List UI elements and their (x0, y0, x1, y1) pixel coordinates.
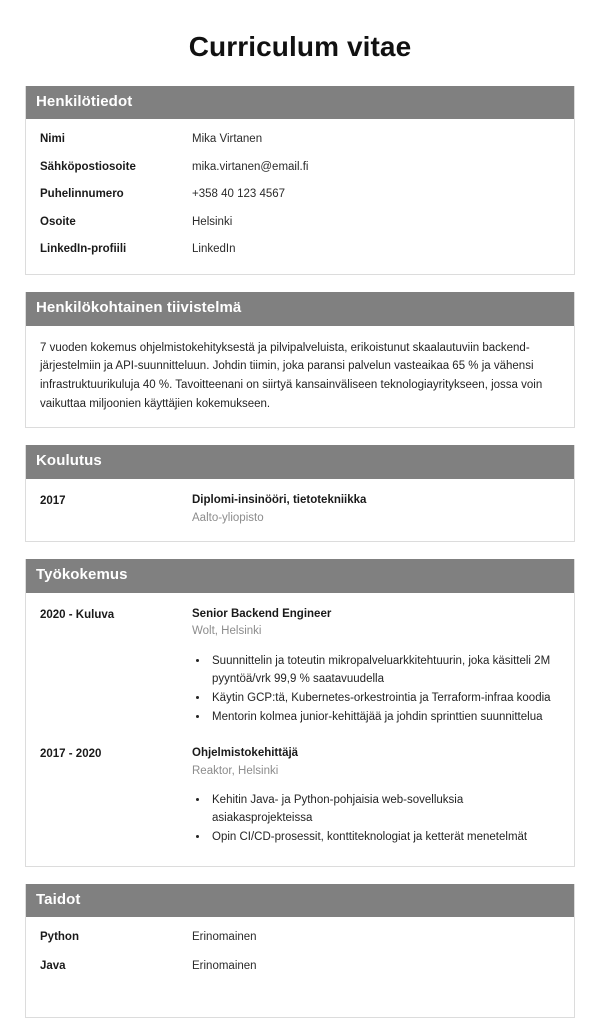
skill-name: Python (40, 931, 79, 944)
section-skills (25, 884, 575, 1018)
experience-bullet-list (192, 652, 560, 727)
personal-info-value-phone: +358 40 123 4567 (192, 188, 286, 201)
experience-job-title: Senior Backend Engineer (192, 607, 332, 620)
experience-bullet-list (192, 791, 560, 846)
section-education (25, 445, 575, 542)
experience-employer: Wolt, Helsinki (192, 625, 262, 638)
personal-info-label: Sähköpostiosoite (40, 160, 136, 173)
personal-info-label: Puhelinnumero (40, 188, 124, 201)
personal-info-value: Mika Virtanen (192, 133, 263, 146)
experience-details (192, 745, 560, 847)
skill-level: Erinomainen (192, 959, 257, 972)
experience-period: 2017 - 2020 (40, 748, 102, 761)
section-header-education: Koulutus (26, 445, 574, 479)
skill-name: Java (40, 959, 66, 972)
experience-entry (40, 606, 560, 728)
personal-info-row (40, 160, 560, 176)
education-degree: Diplomi-insinööri, tietotekniikka (192, 493, 367, 506)
section-header-summary: Henkilökohtainen tiivistelmä (26, 292, 574, 326)
personal-info-row (40, 187, 560, 203)
education-period: 2017 (40, 494, 66, 507)
experience-employer: Reaktor, Helsinki (192, 764, 279, 777)
personal-info-label: Osoite (40, 215, 76, 228)
section-summary (25, 292, 575, 428)
experience-job-title: Ohjelmistokehittäjä (192, 747, 299, 760)
education-details (192, 492, 560, 527)
personal-info-value-linkedin: LinkedIn (192, 243, 236, 256)
personal-info-value-address: Helsinki (192, 215, 233, 228)
section-body-experience (26, 593, 574, 866)
personal-info-label: LinkedIn-profiili (40, 243, 127, 256)
experience-details (192, 606, 560, 728)
experience-bullet: • Opin CI/CD-prosessit, konttiteknologiat ja ketterät menetelmät (209, 828, 560, 846)
education-entry (40, 492, 560, 527)
personal-info-row (40, 215, 560, 231)
section-experience (25, 559, 575, 867)
experience-entry (40, 745, 560, 847)
personal-info-row (40, 132, 560, 148)
section-body-education (26, 479, 574, 541)
section-header-skills: Taidot (26, 884, 574, 918)
section-body-summary (26, 326, 574, 428)
section-header-experience: Työkokemus (26, 559, 574, 593)
skill-level: Erinomainen (192, 931, 257, 944)
page-title: Curriculum vitae (188, 31, 412, 62)
personal-info-value-email: mika.virtanen@email.fi (192, 160, 309, 173)
summary-paragraph: 7 vuoden kokemus ohjelmistokehityksestä ja pilvipalveluista, erikoistunut skaalautuviin backend-järjestelmiin ja API-suunnitteluun. Johdin tiimin, joka paransi palvelun vasteaikaa 65 % ja vähensi infrastruktuurikuluja 40 %. Tavoitteenani on siirtyä kansainväliseen teknologiayritykseen, jossa voin vaikuttaa miljoonien käyttäjien kokemukseen. (40, 341, 543, 410)
experience-bullet: • Mentorin kolmea junior-kehittäjää ja johdin sprinttien suunnittelua (209, 708, 560, 726)
experience-bullet: • Suunnittelin ja toteutin mikropalveluarkkitehtuurin, joka käsitteli 2M pyyntöä/vrk 99,9 % saatavuudella (209, 652, 560, 688)
skills-bottom-spacer (40, 987, 560, 1003)
skill-row (40, 959, 560, 975)
education-institution: Aalto-yliopisto (192, 511, 264, 524)
section-header-personal-info: Henkilötiedot (26, 86, 574, 120)
section-personal-info (25, 86, 575, 275)
personal-info-row (40, 242, 560, 258)
experience-bullet: • Käytin GCP:tä, Kubernetes-orkestrointia ja Terraform-infraa koodia (209, 689, 560, 707)
experience-period: 2020 - Kuluva (40, 608, 115, 621)
experience-bullet: • Kehitin Java- ja Python-pohjaisia web-sovelluksia asiakasprojekteissa (209, 791, 560, 827)
section-body-personal-info (26, 119, 574, 274)
section-body-skills (26, 917, 574, 1017)
skill-row (40, 930, 560, 946)
personal-info-label: Nimi (40, 133, 65, 146)
